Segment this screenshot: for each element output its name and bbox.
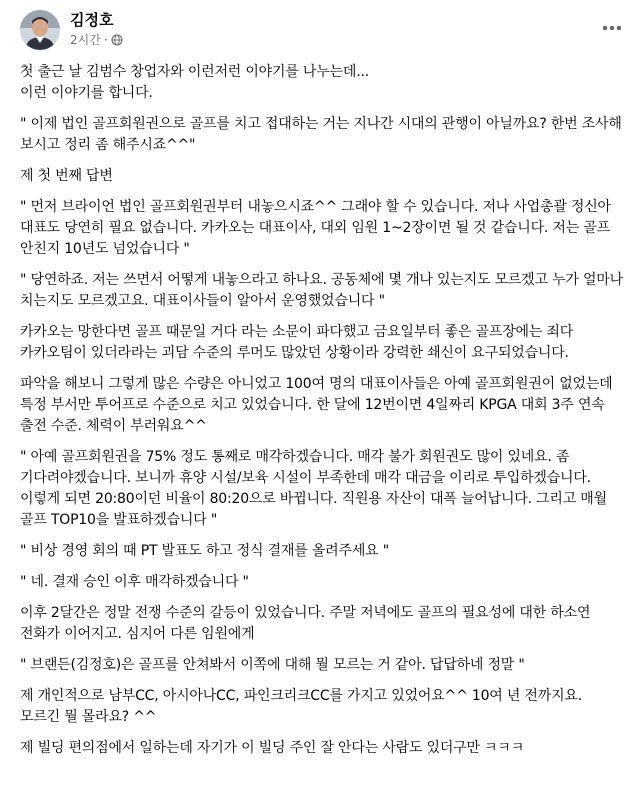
post-paragraph: " 먼저 브라이언 법인 골프회원권부터 내놓으시죠^^ 그래야 할 수 있습니다. 저나 사업총괄 정신아 대표도 당연히 필요 없습니다. 카카오는 대표이사, 대외 임원 1~2장이면 될 것 같습니다. 저는 골프 안친지 10년도 넘었습니다 " [20, 199, 611, 257]
post-meta [70, 32, 123, 48]
post-paragraph: " 아예 골프회원권을 75% 정도 통째로 매각하겠습니다. 매각 불가 회원권도 많이 있네요. 좀 기다려야겠습니다. 보니까 휴양 시설/보육 시설이 부족한데 매각 대금을 이리로 투입하겠습니다. 이렇게 되면 20:80이던 비율이 80:20으로 바뀝니다. 직원용 자산이 대폭 늘어납니다. 그리고 매월 골프 TOP10을 발표하겠습니다 " [20, 449, 607, 528]
post-paragraph: 이후 2달간은 정말 전쟁 수준의 갈등이 있었습니다. 주말 저녁에도 골프의 필요성에 대한 하소연 전화가 이어지고. 심지어 다른 임원에게 [20, 605, 591, 642]
post-paragraph: 파악을 해보니 그렇게 많은 수량은 아니었고 100여 명의 대표이사들은 아예 골프회원권이 없었는데 특정 부서만 투어프로 수준으로 치고 있었습니다. 한 달에 12번이면 4일짜리 KPGA 대회 3주 연속 출전 수준. 체력이 부러워요^^ [20, 376, 613, 434]
avatar-portrait-icon [20, 10, 60, 50]
post-paragraph: " 당연하죠. 저는 쓰면서 어떻게 내놓으라고 하나요. 공동체에 몇 개나 있는지도 모르겠고 누가 얼마나 치는지도 모르겠고요. 대표이사들이 알아서 운영했었습니다 " [20, 272, 623, 309]
post-paragraph: " 이제 법인 골프회원권으로 골프를 치고 접대하는 거는 지나간 시대의 관행이 아닐까요? 한번 조사해 보시고 정리 좀 해주시죠^^" [20, 116, 622, 153]
post-paragraph: 첫 출근 날 김범수 창업자와 이런저런 이야기를 나누는데... 이런 이야기를 합니다. [20, 64, 369, 101]
post-paragraph: " 브랜든(김정호)은 골프를 안쳐봐서 이쪽에 대해 뭘 모르는 거 같아. 답답하네 정말 " [20, 657, 525, 673]
meta-separator: · [103, 33, 108, 47]
post-time[interactable]: 2시간 [70, 33, 101, 47]
post-paragraph: 제 빌딩 편의점에서 일하는데 자기가 이 빌딩 주인 잘 안다는 사람도 있더구만 ㅋㅋㅋ [20, 740, 525, 756]
more-options-button[interactable] [598, 14, 626, 42]
avatar[interactable] [20, 10, 60, 50]
post-paragraph: 제 개인적으로 남부CC, 아시아나CC, 파인크리크CC를 가지고 있었어요^^ 10여 년 전까지요. 모르긴 뭘 몰라요? ^^ [20, 688, 582, 725]
post-paragraph: " 비상 경영 회의 때 PT 발표도 하고 정식 결재를 올려주세요 " [20, 543, 389, 559]
post-paragraph: 카카오는 망한다면 골프 때문일 거다 라는 소문이 파다했고 금요일부터 좋은 골프장에는 죄다 카카오팀이 있더라라는 괴담 수준의 루머도 많았던 상황이라 강력한 쇄신이 요구되었습니다. [20, 324, 574, 361]
post-header [0, 0, 640, 56]
post-paragraph: 제 첫 번째 답변 [20, 168, 113, 184]
post-paragraph: " 네. 결재 승인 이후 매각하겠습니다 " [20, 574, 249, 590]
author-name[interactable]: 김정호 [70, 11, 114, 29]
more-options-icon [602, 25, 622, 31]
globe-icon[interactable] [111, 34, 123, 46]
post-body [20, 62, 626, 769]
